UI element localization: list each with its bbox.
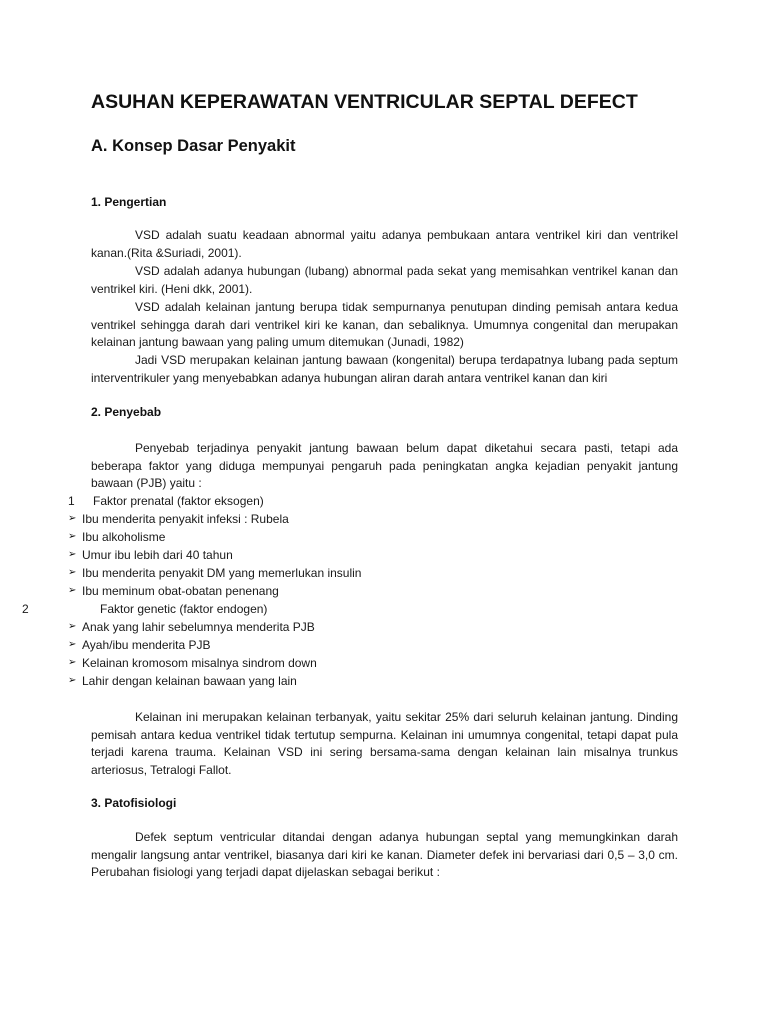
list-number: 2: [22, 602, 29, 616]
arrow-bullet-icon: ➢: [68, 567, 77, 578]
section-heading-penyebab: 2. Penyebab: [91, 405, 162, 419]
paragraph: Kelainan ini merupakan kelainan terbanyak, yaitu sekitar 25% dari seluruh kelainan jantung. Dinding pemisah antara kedua ventrikel tidak tertutup sempurna. Kelainan ini umumnya congenital, tetapi dapat pula terjadi karena trauma. Kelainan VSD ini sering bersama-sama dengan kelainan lain misalnya trunkus arteriosus, Tetralogi Fallot.: [91, 710, 678, 777]
bullet-list-genetic: [68, 618, 317, 690]
arrow-bullet-icon: ➢: [68, 639, 77, 650]
paragraph: Penyebab terjadinya penyakit jantung bawaan belum dapat diketahui secara pasti, tetapi ada beberapa faktor yang diduga mempunyai pengaruh pada peningkatan angka kejadian penyakit jantung bawaan (PJB) yaitu :: [91, 441, 678, 491]
list-item: ➢ Kelainan kromosom misalnya sindrom down: [68, 656, 317, 670]
arrow-bullet-icon: ➢: [68, 549, 77, 560]
list-number: 1: [68, 494, 75, 508]
paragraph: Defek septum ventricular ditandai dengan adanya hubungan septal yang memungkinkan darah mengalir langsung antar ventrikel, biasanya dari kiri ke kanan. Diameter defek ini bervariasi dari 0,5 – 3,0 cm. Perubahan fisiologi yang terjadi dapat dijelaskan sebagai berikut :: [91, 830, 678, 880]
arrow-bullet-icon: ➢: [68, 657, 77, 668]
list-group-label: Faktor prenatal (faktor eksogen): [93, 494, 264, 508]
paragraph: VSD adalah adanya hubungan (lubang) abnormal pada sekat yang memisahkan ventrikel kanan dan ventrikel kiri. (Heni dkk, 2001).: [91, 264, 678, 296]
list-item: ➢ Umur ibu lebih dari 40 tahun: [68, 548, 233, 562]
arrow-bullet-icon: ➢: [68, 585, 77, 596]
bullet-list-prenatal: [68, 510, 361, 600]
arrow-bullet-icon: ➢: [68, 531, 77, 542]
paragraph: VSD adalah kelainan jantung berupa tidak sempurnanya penutupan dinding pemisah antara kedua ventrikel sehingga darah dari ventrikel kiri ke kanan, dan sebaliknya. Umumnya congenital dan merupakan kelainan jantung bawaan yang paling umum ditemukan (Junadi, 1982): [91, 300, 678, 350]
document-subtitle: A. Konsep Dasar Penyakit: [91, 137, 296, 155]
list-item: ➢ Anak yang lahir sebelumnya menderita PJB: [68, 620, 315, 634]
list-item: ➢ Ibu meminum obat-obatan penenang: [68, 584, 279, 598]
list-item: ➢ Ibu alkoholisme: [68, 530, 166, 544]
arrow-bullet-icon: ➢: [68, 513, 77, 524]
list-item: ➢ Lahir dengan kelainan bawaan yang lain: [68, 674, 297, 688]
list-item: ➢ Ibu menderita penyakit infeksi : Rubela: [68, 512, 289, 526]
paragraph: VSD adalah suatu keadaan abnormal yaitu adanya pembukaan antara ventrikel kiri dan ventrikel kanan.(Rita &Suriadi, 2001).: [91, 228, 678, 260]
list-item: ➢ Ibu menderita penyakit DM yang memerlukan insulin: [68, 566, 362, 580]
section-heading-patofisiologi: 3. Patofisiologi: [91, 796, 177, 810]
document-title: ASUHAN KEPERAWATAN VENTRICULAR SEPTAL DEFECT: [91, 91, 638, 113]
section-heading-pengertian: 1. Pengertian: [91, 195, 167, 209]
list-item: ➢ Ayah/ibu menderita PJB: [68, 638, 211, 652]
arrow-bullet-icon: ➢: [68, 675, 77, 686]
arrow-bullet-icon: ➢: [68, 621, 77, 632]
list-group-label: Faktor genetic (faktor endogen): [100, 602, 268, 616]
paragraph: Jadi VSD merupakan kelainan jantung bawaan (kongenital) berupa terdapatnya lubang pada septum interventrikuler yang menyebabkan adanya hubungan aliran darah antara ventrikel kanan dan kiri: [91, 353, 678, 385]
